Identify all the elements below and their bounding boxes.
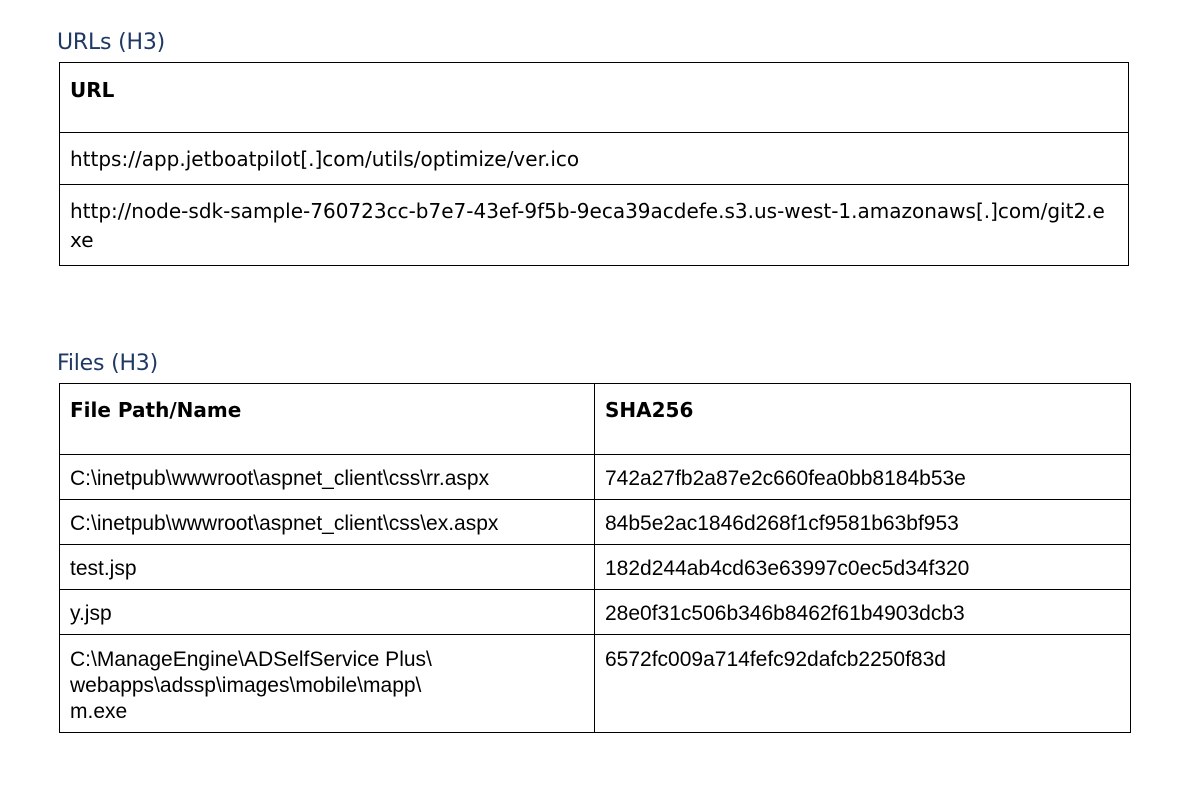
sha256-cell: 84b5e2ac1846d268f1cf9581b63bf953 <box>595 500 1131 545</box>
sha256-cell: 182d244ab4cd63e63997c0ec5d34f320 <box>595 545 1131 590</box>
urls-heading: URLs (H3) <box>57 30 166 55</box>
table-header-row <box>60 384 1131 455</box>
file-path-cell: C:\inetpub\wwwroot\aspnet_client\css\rr.aspx <box>60 455 595 500</box>
table-row <box>60 590 1131 635</box>
file-path-cell: y.jsp <box>60 590 595 635</box>
sha256-column-header: SHA256 <box>595 384 1131 455</box>
url-cell: http://node-sdk-sample-760723cc-b7e7-43ef-9f5b-9eca39acdefe.s3.us-west-1.amazonaws[.]com/git2.exe <box>60 185 1129 266</box>
sha256-cell: 28e0f31c506b346b8462f61b4903dcb3 <box>595 590 1131 635</box>
sha256-cell: 742a27fb2a87e2c660fea0bb8184b53e <box>595 455 1131 500</box>
sha256-cell: 6572fc009a714fefc92dafcb2250f83d <box>595 635 1131 733</box>
file-path-cell: C:\ManageEngine\ADSelfService Plus\webapps\adssp\images\mobile\mapp\m.exe <box>60 635 595 733</box>
file-path-cell: test.jsp <box>60 545 595 590</box>
files-table <box>59 383 1131 733</box>
table-row <box>60 133 1129 185</box>
table-row <box>60 455 1131 500</box>
table-row <box>60 185 1129 266</box>
url-column-header: URL <box>60 63 1129 133</box>
urls-table <box>59 62 1129 266</box>
file-path-cell: C:\inetpub\wwwroot\aspnet_client\css\ex.aspx <box>60 500 595 545</box>
files-heading: Files (H3) <box>57 351 158 376</box>
table-row <box>60 635 1131 733</box>
table-row <box>60 545 1131 590</box>
table-header-row <box>60 63 1129 133</box>
url-cell: https://app.jetboatpilot[.]com/utils/optimize/ver.ico <box>60 133 1129 185</box>
table-row <box>60 500 1131 545</box>
file-path-column-header: File Path/Name <box>60 384 595 455</box>
